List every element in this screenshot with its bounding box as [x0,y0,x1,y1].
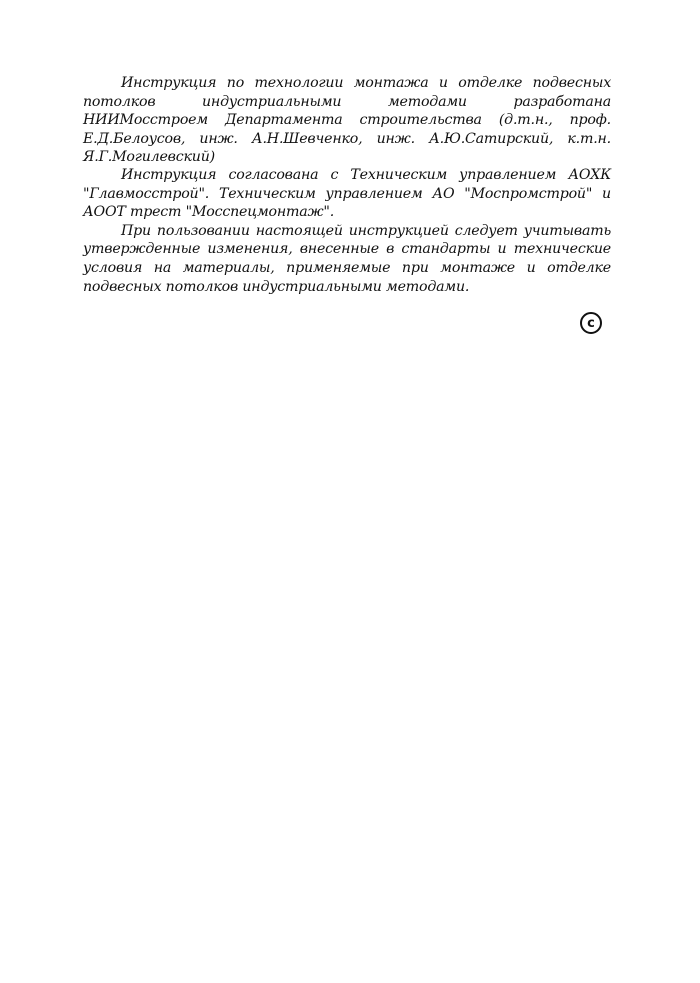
copyright-letter: c [587,315,595,331]
approval-section [83,166,611,296]
usage-note-paragraph: При пользовании настоящей инструкцией следует учитывать утвержденные изменения, внесенные в стандарты и технические условия на материалы, применяемые при монтаже и отделке подвесных потолков индустриальными методами. [83,222,611,295]
copyright-icon [580,312,602,334]
authorship-paragraph: Инструкция по технологии монтажа и отделке подвесных потолков индустриальными методами разработана НИИМосстроем Департамента строительства (д.т.н., проф. Е.Д.Белоусов, инж. А.Н.Шевченко, инж. А.Ю.Сатирский, к.т.н. Я.Г.Могилевский) [83,75,611,166]
authorship-section [83,74,611,167]
approval-paragraph: Инструкция согласована с Техническим управлением АОХК "Главмосстрой". Техническим управлением АО "Моспромстрой" и АООТ трест "Мосспецмонтаж". [83,167,611,221]
